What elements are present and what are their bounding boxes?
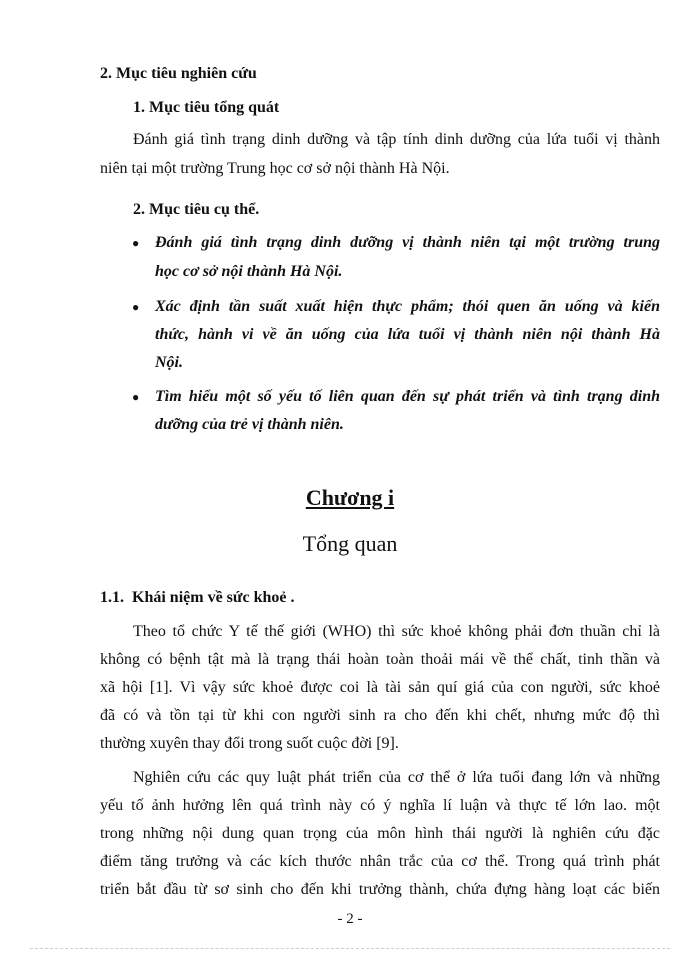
bullet-line: thức, hành vi về ăn uống của lứa tuổi vị thành niên nội thành Hà bbox=[155, 326, 660, 343]
paragraph-line: thường xuyên thay đổi trong suốt cuộc đời [9]. bbox=[100, 735, 399, 752]
bullet-line: Tìm hiểu một số yếu tố liên quan đến sự phát triển và tình trạng dinh bbox=[155, 388, 660, 405]
paragraph-line: trong những nội dung quan trọng của môn hình thái người là nghiên cứu đặc bbox=[100, 825, 660, 842]
paragraph-line: đã có và tồn tại từ khi con người sinh ra cho đến khi chết, nhưng mức độ thì bbox=[100, 707, 660, 724]
section-heading-health-concept: Khái niệm về sức khoẻ . bbox=[132, 589, 295, 606]
bullet-line: dưỡng của trẻ vị thành niên. bbox=[155, 416, 344, 433]
subheading-general-objective: 1. Mục tiêu tổng quát bbox=[133, 99, 280, 116]
page-number: - 2 - bbox=[337, 911, 363, 927]
bullet-line: Đánh giá tình trạng dinh dưỡng vị thành niên tại một trường trung bbox=[155, 234, 660, 251]
paragraph-line: triển bắt đầu từ sơ sinh cho đến khi trưởng thành, chứa đựng hàng loạt các biến bbox=[100, 881, 660, 898]
paragraph-line: không có bệnh tật mà là trạng thái hoàn toàn thoải mái về thể chất, tinh thần và bbox=[100, 651, 660, 668]
paragraph-line: niên tại một trường Trung học cơ sở nội thành Hà Nội. bbox=[100, 160, 450, 177]
bullet-line: học cơ sở nội thành Hà Nội. bbox=[155, 263, 343, 280]
subheading-specific-objectives: 2. Mục tiêu cụ thể. bbox=[133, 201, 260, 218]
section-number: 1.1. bbox=[100, 589, 124, 606]
paragraph-line: yếu tố ảnh hưởng lên quá trình này có ý nghĩa lí luận và thực tế lớn lao. một bbox=[100, 797, 660, 814]
section-heading-research-objectives: 2. Mục tiêu nghiên cứu bbox=[100, 65, 257, 82]
paragraph-line: Nghiên cứu các quy luật phát triển của cơ thể ở lứa tuổi đang lớn và những bbox=[133, 769, 660, 786]
bullet-icon: ● bbox=[132, 300, 140, 314]
bullet-line: Nội. bbox=[155, 354, 183, 371]
paragraph-line: điểm tăng trưởng và các kích thước nhân trắc của cơ thể. Trong quá trình phát bbox=[100, 853, 660, 870]
chapter-label: Chương i bbox=[305, 485, 395, 510]
bullet-icon: ● bbox=[132, 236, 140, 250]
paragraph-line: xã hội [1]. Vì vậy sức khoẻ được coi là tài sản quí giá của con người, sức khoẻ bbox=[100, 679, 660, 696]
paragraph-line: Đánh giá tình trạng dinh dưỡng và tập tính dinh dưỡng của lứa tuổi vị thành bbox=[133, 131, 660, 148]
paragraph-line: Theo tổ chức Y tế thế giới (WHO) thì sức khoẻ không phải đơn thuần chỉ là bbox=[133, 623, 660, 640]
chapter-title: Tổng quan bbox=[302, 531, 398, 556]
page-bottom-divider bbox=[30, 948, 670, 949]
bullet-line: Xác định tần suất xuất hiện thực phẩm; thói quen ăn uống và kiến bbox=[155, 298, 660, 315]
bullet-icon: ● bbox=[132, 390, 140, 404]
